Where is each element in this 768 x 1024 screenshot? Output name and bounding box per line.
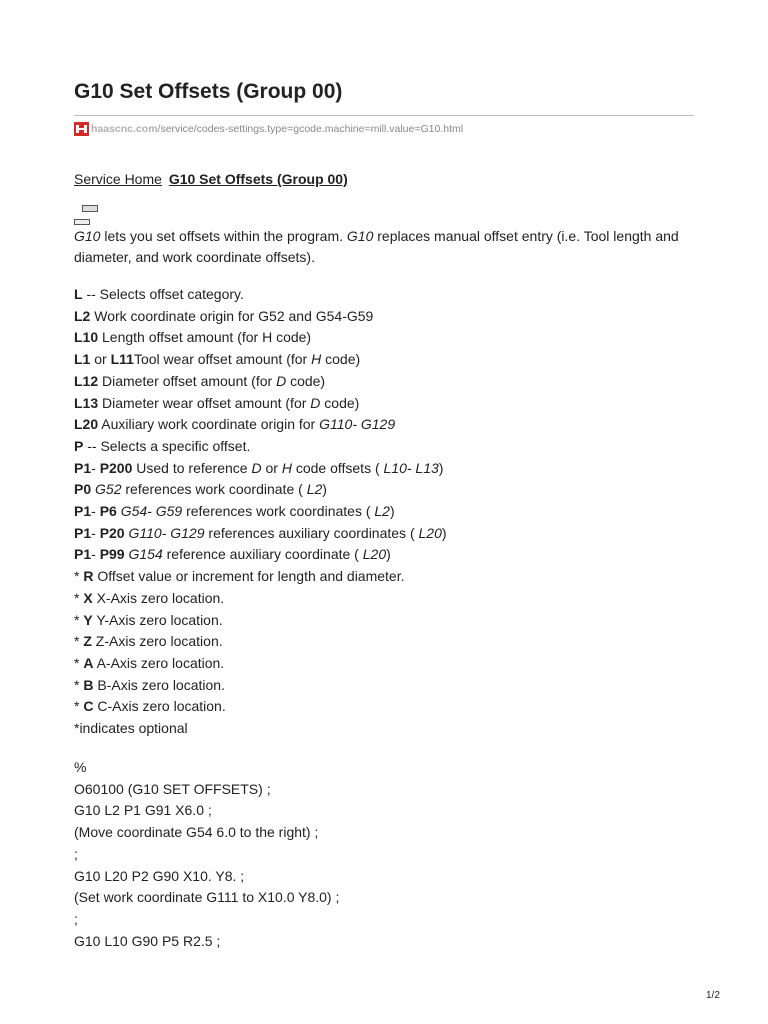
broken-image-icon [82, 205, 98, 212]
page-title: G10 Set Offsets (Group 00) [74, 80, 343, 103]
parameter-code: P0 [74, 481, 92, 498]
code-reference: H [281, 459, 292, 476]
text-run: - [91, 459, 100, 476]
text-run: Z-Axis zero location. [91, 633, 223, 650]
text-run: B-Axis zero location. [93, 676, 225, 693]
text-run: * [74, 568, 84, 585]
parameter-line [74, 371, 447, 393]
parameter-code: L2 [74, 307, 91, 324]
parameter-line [74, 349, 447, 371]
haas-logo-icon [74, 122, 89, 136]
text-run: ) [438, 459, 444, 476]
text-run: code) [320, 394, 360, 411]
code-reference: G110- G129 [319, 416, 396, 433]
text-run: Offset value or increment for length and diameter. [93, 568, 405, 585]
text-run: -- Selects a specific offset. [83, 437, 251, 454]
code-reference: G52 [95, 481, 122, 498]
source-url[interactable] [74, 122, 463, 136]
code-reference: L2 [306, 481, 323, 498]
parameter-line [74, 523, 447, 545]
text-run: code) [321, 351, 361, 368]
page-indicator: 1/2 [706, 990, 720, 1001]
source-domain[interactable]: haascnc.com [91, 123, 158, 135]
parameter-line [74, 501, 447, 523]
text-run: Diameter offset amount (for [98, 372, 277, 389]
parameter-line [74, 675, 447, 697]
parameter-line [74, 631, 447, 653]
parameter-code: A [83, 654, 94, 671]
parameter-line [74, 458, 447, 480]
parameter-code: L10 [74, 329, 99, 346]
parameter-list [74, 284, 447, 740]
code-line: O60100 (G10 SET OFFSETS) ; [74, 780, 271, 797]
text-run: - [91, 546, 100, 563]
text-run: * [74, 654, 84, 671]
parameter-code: P20 [99, 524, 125, 541]
parameter-line [74, 436, 447, 458]
source-path[interactable]: /service/codes-settings.type=gcode.machine=mill.value=G10.html [157, 123, 464, 135]
parameter-code: L11 [110, 351, 134, 368]
code-line: % [74, 759, 87, 775]
text-run: replaces manual offset entry (i.e. Tool length and diameter, and work coordinate offsets). [74, 228, 679, 265]
broken-image-icon [74, 219, 90, 225]
code-line: ; [74, 845, 78, 862]
text-run: or [90, 351, 111, 368]
parameter-code: C [83, 698, 94, 715]
parameter-line [74, 414, 447, 436]
parameter-code: P1 [74, 503, 92, 520]
intro-paragraph [74, 226, 694, 268]
parameter-line [74, 306, 447, 328]
text-run: ) [389, 503, 395, 520]
text-run: references auxiliary coordinates ( [204, 524, 419, 541]
parameter-code: P1 [74, 546, 92, 563]
parameter-line [74, 284, 447, 306]
code-reference: H [311, 351, 322, 368]
parameter-code: P6 [99, 503, 117, 520]
text-run: ) [322, 481, 327, 498]
parameter-line [74, 544, 447, 566]
code-line: G10 L20 P2 G90 X10. Y8. ; [74, 867, 245, 884]
text-run: * [74, 633, 84, 650]
breadcrumb-current-link[interactable]: G10 Set Offsets (Group 00) [168, 171, 348, 187]
code-reference: G10 [74, 228, 101, 244]
text-run: references work coordinates ( [182, 503, 375, 520]
parameter-code: L1 [74, 351, 91, 368]
parameter-code: P [74, 437, 84, 454]
parameter-code: B [83, 676, 94, 693]
code-line: G10 L10 G90 P5 R2.5 ; [74, 932, 221, 949]
text-run: Y-Axis zero location. [92, 611, 223, 628]
text-run: reference auxiliary coordinate ( [162, 546, 363, 563]
text-run: code offsets ( [291, 459, 384, 476]
parameter-line [74, 653, 447, 675]
text-run: X-Axis zero location. [92, 589, 225, 606]
code-reference: G54- G59 [120, 503, 183, 520]
text-run: A-Axis zero location. [93, 654, 225, 671]
parameter-line [74, 393, 447, 415]
parameter-line [74, 479, 447, 501]
code-line: (Move coordinate G54 6.0 to the right) ; [74, 824, 319, 841]
parameter-line [74, 566, 447, 588]
parameter-code: Y [83, 611, 93, 628]
parameter-code: L [74, 286, 83, 302]
text-run: - [91, 503, 100, 520]
parameter-code: L13 [74, 394, 99, 411]
text-run: references work coordinate ( [121, 481, 307, 498]
parameter-code: L12 [74, 372, 99, 389]
text-run: Length offset amount (for H code) [98, 329, 312, 346]
parameter-code: L20 [74, 416, 99, 433]
code-reference: D [310, 394, 321, 411]
parameter-code: X [83, 589, 93, 606]
code-reference: G110- G129 [128, 524, 205, 541]
code-line: G10 L2 P1 G91 X6.0 ; [74, 802, 212, 819]
code-reference: L10- L13 [383, 459, 439, 476]
text-run: Work coordinate origin for G52 and G54-G59 [90, 307, 374, 324]
code-reference: L20 [418, 524, 442, 541]
parameter-code: P1 [74, 524, 92, 541]
parameter-line [74, 696, 447, 718]
text-run: C-Axis zero location. [93, 698, 226, 715]
code-reference: D [251, 459, 262, 476]
code-reference: L2 [374, 503, 390, 520]
text-run: * [74, 676, 84, 693]
text-run: * [74, 589, 84, 606]
parameter-line [74, 610, 447, 632]
parameter-code: P1 [74, 459, 92, 476]
parameter-code: P99 [99, 546, 125, 563]
parameter-code: R [83, 568, 94, 585]
text-run: *indicates optional [74, 720, 188, 737]
breadcrumb [74, 171, 348, 187]
text-run: or [261, 459, 282, 476]
title-divider [74, 115, 694, 116]
parameter-line [74, 718, 447, 740]
code-reference: G10 [346, 228, 374, 244]
text-run: - [91, 524, 100, 541]
text-run: code) [286, 372, 326, 389]
text-run: -- Selects offset category. [82, 286, 244, 302]
text-run: Tool wear offset amount (for [133, 351, 312, 368]
code-example [74, 757, 339, 952]
text-run: * [74, 698, 84, 715]
code-line: (Set work coordinate G111 to X10.0 Y8.0) ; [74, 889, 340, 906]
parameter-code: P200 [99, 459, 133, 476]
text-run: Diameter wear offset amount (for [98, 394, 311, 411]
text-run: Auxiliary work coordinate origin for [98, 416, 320, 433]
text-run: ) [386, 546, 391, 563]
code-reference: D [276, 372, 287, 389]
text-run: Used to reference [132, 459, 252, 476]
text-run: ) [441, 524, 447, 541]
breadcrumb-home-link[interactable]: Service Home [74, 171, 162, 187]
text-run: * [74, 611, 84, 628]
parameter-line [74, 327, 447, 349]
text-run: lets you set offsets within the program. [100, 228, 347, 244]
code-reference: L20 [362, 546, 387, 563]
code-reference: G154 [128, 546, 163, 563]
code-line: ; [74, 910, 78, 927]
parameter-line [74, 588, 447, 610]
parameter-code: Z [83, 633, 92, 650]
